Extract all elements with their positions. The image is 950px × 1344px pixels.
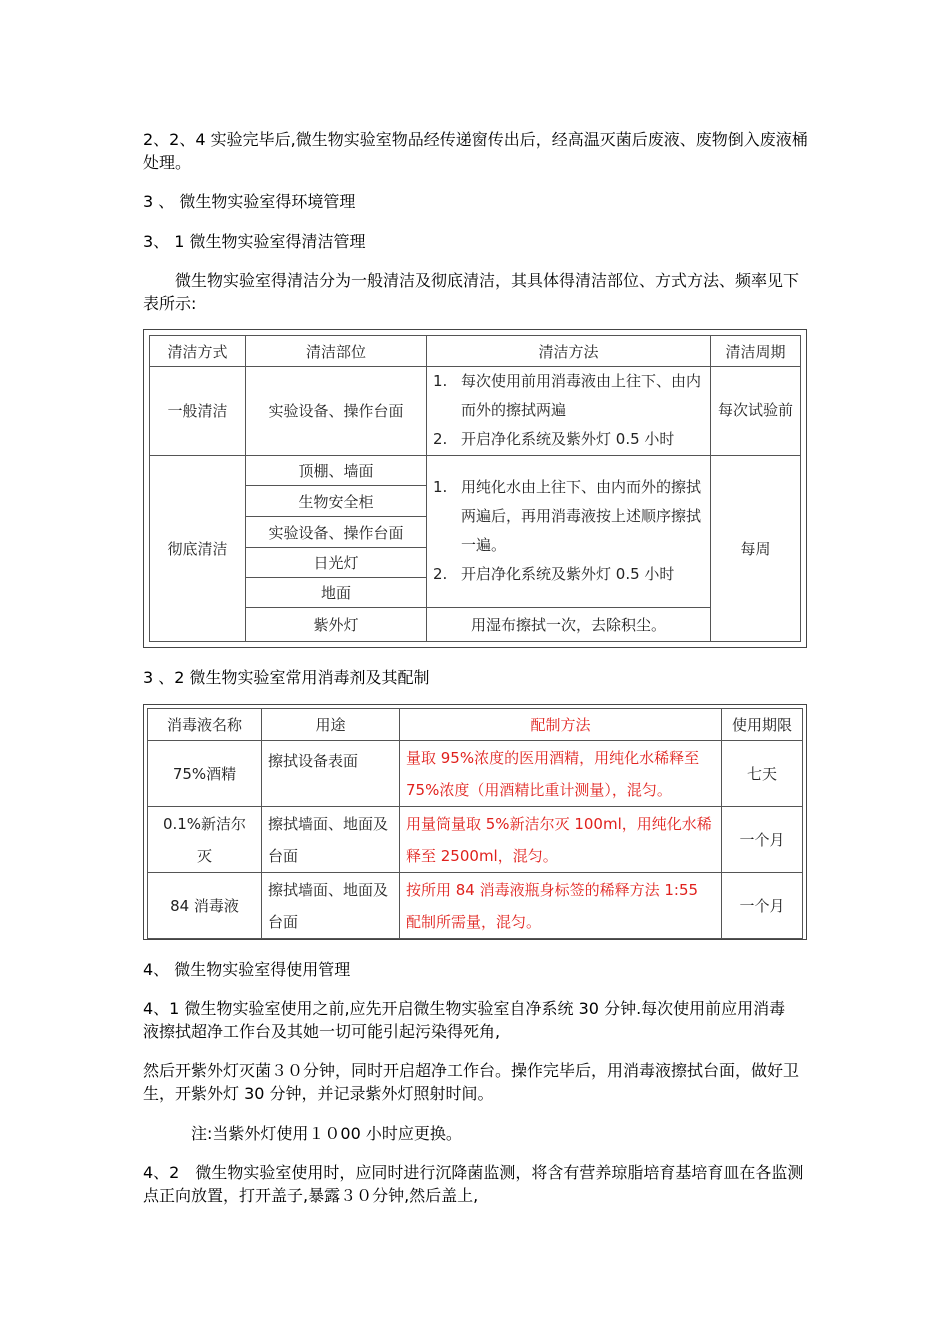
clean-mode-general: 一般清洁 bbox=[150, 367, 246, 456]
clean-part: 顶棚、墙面 bbox=[246, 455, 427, 485]
table-header-row bbox=[148, 709, 803, 741]
header-cell: 清洁方法 bbox=[427, 336, 711, 367]
disinfectant-name: 0.1%新洁尔灭 bbox=[148, 807, 262, 873]
clean-method: 1. 用纯化水由上往下、由内而外的擦拭两遍后，再用消毒液按上述顺序擦拭一遍。 2. 开启净化系统及紫外灯 0.5 小时 bbox=[427, 455, 711, 607]
clean-period: 每周 bbox=[711, 455, 801, 641]
table-row bbox=[148, 741, 803, 807]
clean-method: 用湿布擦拭一次，去除积尘。 bbox=[427, 607, 711, 641]
disinfectant-name: 75%酒精 bbox=[148, 741, 262, 807]
header-cell: 清洁部位 bbox=[246, 336, 427, 367]
clean-part: 地面 bbox=[246, 577, 427, 607]
paragraph-2-2-4: 2、2、4 实验完毕后,微生物实验室物品经传递窗传出后，经高温灭菌后废液、废物倒入废液桶处理。 bbox=[143, 130, 808, 172]
paragraph-4-1-cont: 然后开紫外灯灭菌３０分钟，同时开启超净工作台。操作完毕后，用消毒液擦拭台面，做好卫生，开紫外灯 30 分钟，并记录紫外灯照射时间。 bbox=[143, 1061, 800, 1103]
table-header-row bbox=[150, 336, 801, 367]
paragraph-4-1: 4、1 微生物实验室使用之前,应先开启微生物实验室自净系统 30 分钟.每次使用前应用消毒 液擦拭超净工作台及其她一切可能引起污染得死角, bbox=[143, 999, 802, 1041]
header-cell: 配制方法 bbox=[400, 709, 722, 741]
table-row bbox=[150, 367, 801, 456]
clean-mode-thorough: 彻底清洁 bbox=[150, 455, 246, 641]
note: 注:当紫外灯使用１０00 小时应更换。 bbox=[191, 1124, 462, 1143]
header-cell: 用途 bbox=[262, 709, 400, 741]
clean-part: 实验设备、操作台面 bbox=[246, 367, 427, 456]
disinfectant-method: 按所用 84 消毒液瓶身标签的稀释方法 1:55 配制所需量，混匀。 bbox=[400, 873, 722, 939]
clean-part: 日光灯 bbox=[246, 548, 427, 577]
disinfectant-table bbox=[143, 704, 807, 940]
table-row bbox=[148, 873, 803, 939]
header-cell: 使用期限 bbox=[722, 709, 803, 741]
heading-3: 3 、 微生物实验室得环境管理 bbox=[143, 192, 356, 211]
disinfectant-use: 擦拭墙面、地面及台面 bbox=[262, 873, 400, 939]
disinfectant-period: 一个月 bbox=[722, 807, 803, 873]
disinfectant-use: 擦拭设备表面 bbox=[262, 741, 400, 807]
table-row bbox=[150, 607, 801, 641]
header-cell: 消毒液名称 bbox=[148, 709, 262, 741]
heading-3-2: 3 、2 微生物实验室常用消毒剂及其配制 bbox=[143, 668, 430, 687]
clean-method: 1. 每次使用前用消毒液由上往下、由内而外的擦拭两遍 2. 开启净化系统及紫外灯 0.5 小时 bbox=[427, 367, 711, 456]
disinfectant-use: 擦拭墙面、地面及台面 bbox=[262, 807, 400, 873]
paragraph-4-2: 4、2 微生物实验室使用时，应同时进行沉降菌监测，将含有营养琼脂培育基培育皿在各监测点正向放置，打开盖子,暴露３０分钟,然后盖上, bbox=[143, 1163, 804, 1205]
paragraph-3-1: 微生物实验室得清洁分为一般清洁及彻底清洁，其具体得清洁部位、方式方法、频率见下表所示: bbox=[143, 271, 800, 313]
cleaning-table bbox=[143, 329, 807, 648]
disinfectant-method: 量取 95%浓度的医用酒精，用纯化水稀释至 75%浓度（用酒精比重计测量），混匀。 bbox=[400, 741, 722, 807]
disinfectant-name: 84 消毒液 bbox=[148, 873, 262, 939]
disinfectant-period: 七天 bbox=[722, 741, 803, 807]
heading-3-1: 3、 1 微生物实验室得清洁管理 bbox=[143, 232, 366, 251]
clean-part: 实验设备、操作台面 bbox=[246, 517, 427, 548]
disinfectant-period: 一个月 bbox=[722, 873, 803, 939]
header-cell: 清洁方式 bbox=[150, 336, 246, 367]
table-row bbox=[150, 455, 801, 485]
disinfectant-method: 用量筒量取 5%新洁尔灭 100ml，用纯化水稀释至 2500ml，混匀。 bbox=[400, 807, 722, 873]
heading-4: 4、 微生物实验室得使用管理 bbox=[143, 960, 351, 979]
clean-period: 每次试验前 bbox=[711, 367, 801, 456]
header-cell: 清洁周期 bbox=[711, 336, 801, 367]
table-row bbox=[148, 807, 803, 873]
clean-part: 生物安全柜 bbox=[246, 485, 427, 516]
clean-part: 紫外灯 bbox=[246, 607, 427, 641]
